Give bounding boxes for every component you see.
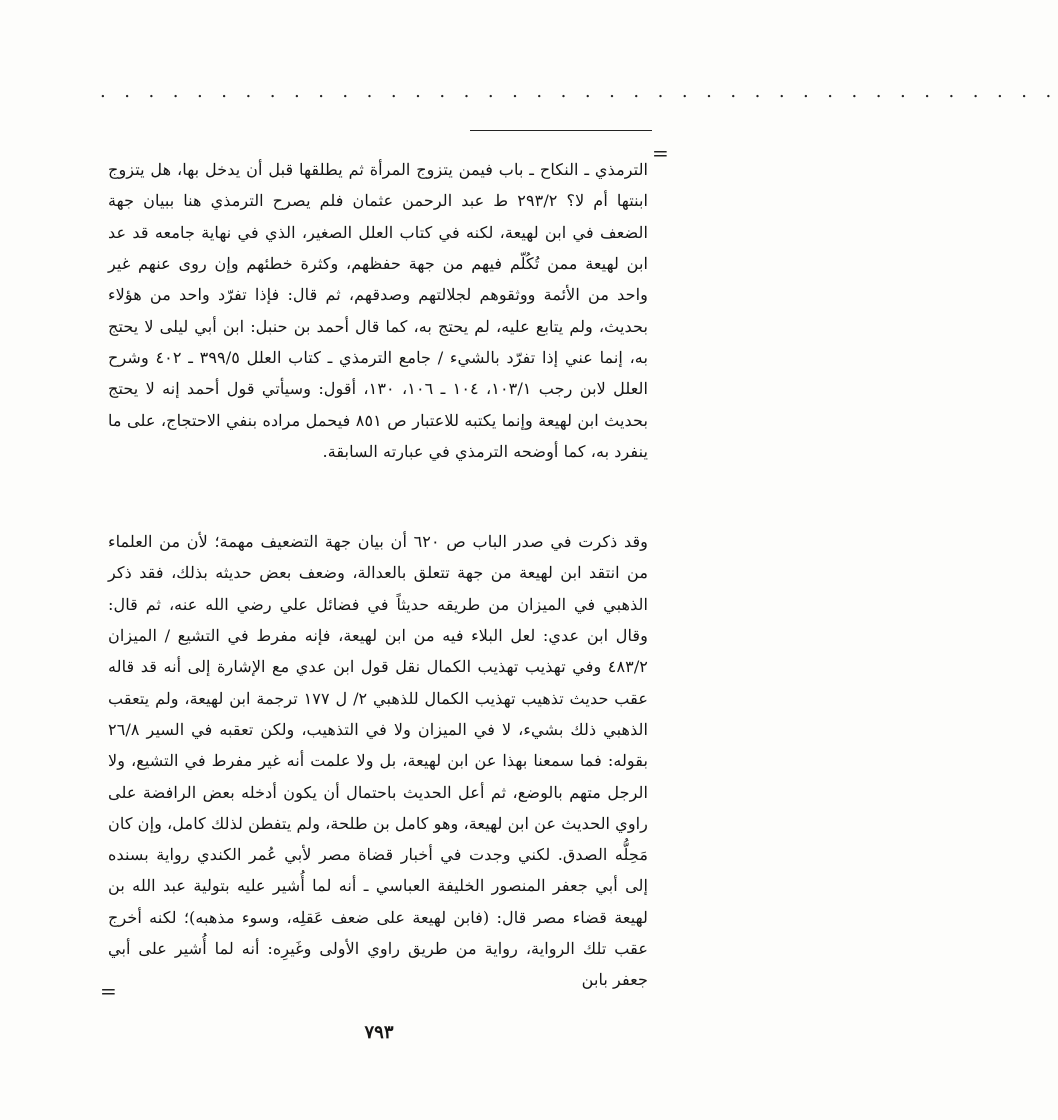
page-number: ٧٩٣ [364, 1022, 394, 1043]
continuation-mark-top: = [652, 141, 669, 165]
footnote-separator-rule [470, 130, 652, 131]
continuation-mark-bottom: = [100, 979, 117, 1003]
header-dot-leader: . . . . . . . . . . . . . . . . . . . . . . . . . . . . . . . . . . . . . . . . [100, 81, 1058, 102]
main-text-paragraph: وقد ذكرت في صدر الباب ص ٦٢٠ أن بيان جهة التضعيف مهمة؛ لأن من العلماء من انتقد ابن لهيعة من جهة تتعلق بالعدالة، وضعف بعض حديثه بذلك، فقد ذكر الذهبي في الميزان من طريقه حديثاً في فضائل علي رضي الله عنه، ثم قال: وقال ابن عدي: لعل البلاء فيه من ابن لهيعة، فإنه مفرط في التشيع / الميزان ٤٨٣/٢ وفي تهذيب تهذيب الكمال نقل قول ابن عدي مع الإشارة إلى أنه قد قاله عقب حديث تذهيب تهذيب الكمال للذهبي ٢/ ل ١٧٧ ترجمة ابن لهيعة، ولم يتعقب الذهبي ذلك بشيء، لا في الميزان ولا في التذهيب، ولكن تعقبه في السير ٢٦/٨ بقوله: فما سمعنا بهذا عن ابن لهيعة، بل ولا علمت أنه غير مفرط في التشيع، ولا الرجل متهم بالوضع، ثم أعل الحديث باحتمال أن يكون أدخله بعض الرافضة على راوي الحديث عن ابن لهيعة، وهو كامل بن طلحة، ولم يتفطن لذلك كامل، وإن كان مَحِلُّه الصدق. لكني وجدت في أخبار قضاة مصر لأبي عُمر الكندي رواية بسنده إلى أبي جعفر المنصور الخليفة العباسي ـ أنه لما أُشير عليه بتولية عبد الله بن لهيعة قضاء مصر قال: (فابن لهيعة على ضعف عَقلِه، وسوء مذهبه)؛ لكنه أخرج عقب تلك الرواية، رواية من طريق راوي الأولى وغَيرِه: أنه لما أُشير على أبي جعفر بابن [108, 532, 649, 990]
footnote-continuation-paragraph: الترمذي ـ النكاح ـ باب فيمن يتزوج المرأة ثم يطلقها قبل أن يدخل بها، هل يتزوج ابنتها أم لا؟ ٢٩٣/٢ ط عبد الرحمن عثمان فلم يصرح الترمذي هنا ببيان جهة الضعف في ابن لهيعة، لكنه في كتاب العلل الصغير، الذي في نهاية جامعه قد عد ابن لهيعة ممن تُكُلّم فيهم من جهة حفظهم، وكثرة خطئهم وإن روى عنهم غير واحد من الأئمة ووثقوهم لجلالتهم وصدقهم، ثم قال: فإذا تفرّد واحد من هؤلاء بحديث، ولم يتابع عليه، لم يحتج به، كما قال أحمد بن حنبل: ابن أبي ليلى لا يحتج به، إنما عني إذا تفرّد بالشيء / جامع الترمذي ـ كتاب العلل ٣٩٩/٥ ـ ٤٠٢ وشرح العلل لابن رجب ١٠٣/١، ١٠٤ ـ ١٠٦، ١٣٠، أقول: وسيأتي قول أحمد إنه لا يحتج بحديث ابن لهيعة وإنما يكتبه للاعتبار ص ٨٥١ فيحمل مراده بنفي الاحتجاج، على ما ينفرد به، كما أوضحه الترمذي في عبارته السابقة. [108, 160, 648, 461]
